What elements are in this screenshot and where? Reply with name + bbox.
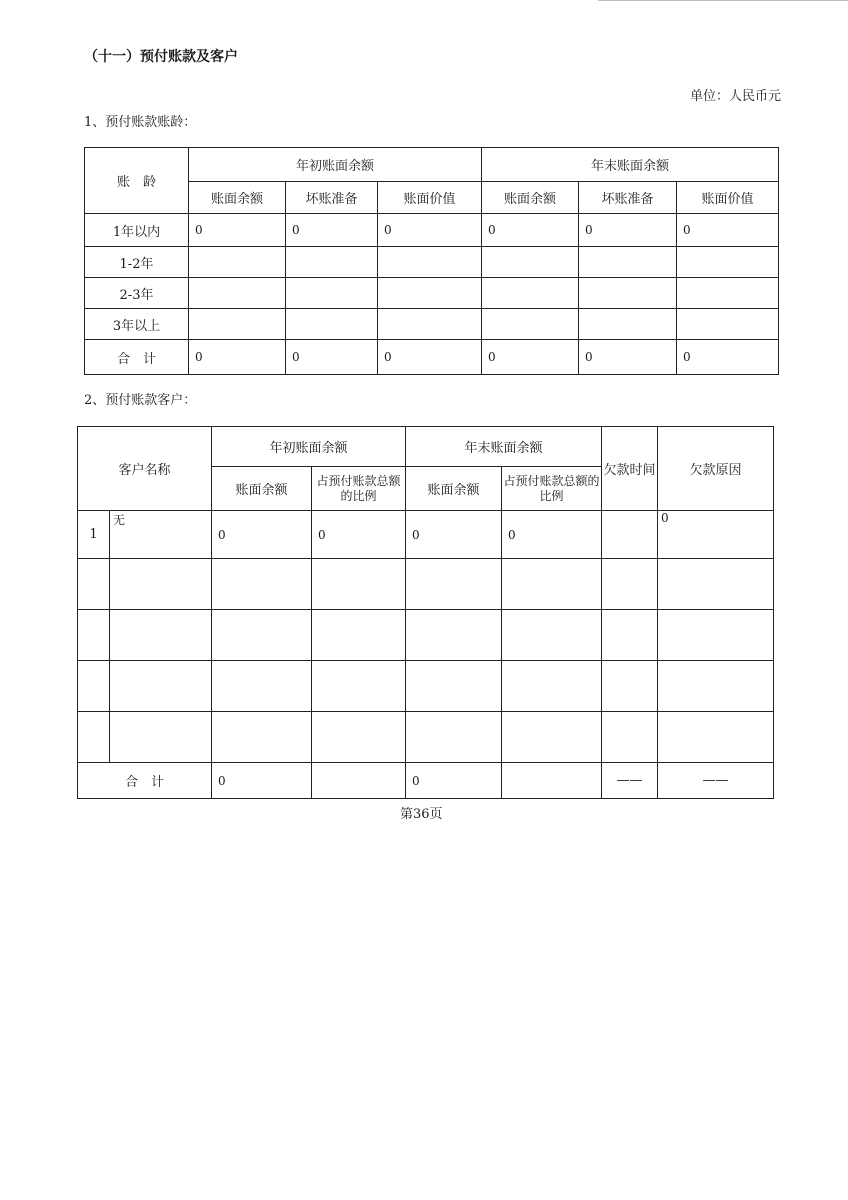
subheader: 账面余额 bbox=[406, 467, 502, 511]
subheader: 账面价值 bbox=[677, 182, 779, 214]
cell-value bbox=[677, 247, 779, 278]
header-owed-time: 欠款时间 bbox=[602, 427, 658, 511]
cell-value bbox=[189, 278, 286, 309]
cell-value bbox=[482, 247, 579, 278]
cell-value bbox=[212, 610, 312, 661]
subheader: 账面余额 bbox=[189, 182, 286, 214]
cell-value bbox=[189, 309, 286, 340]
row-label: 3年以上 bbox=[85, 309, 189, 340]
cell-value bbox=[286, 309, 378, 340]
cell-value bbox=[212, 661, 312, 712]
table2-caption: 2、预付账款客户： bbox=[84, 393, 197, 408]
cell-value bbox=[602, 712, 658, 763]
header-end-balance: 年末账面余额 bbox=[406, 427, 602, 467]
header-begin-balance: 年初账面余额 bbox=[189, 148, 482, 182]
customer-name bbox=[110, 712, 212, 763]
cell-value bbox=[482, 278, 579, 309]
subheader: 账面余额 bbox=[212, 467, 312, 511]
cell-value bbox=[378, 309, 482, 340]
cell-value bbox=[312, 559, 406, 610]
table-row bbox=[78, 712, 774, 763]
cell-value: 0 bbox=[482, 214, 579, 247]
cell-value bbox=[406, 661, 502, 712]
table-row bbox=[85, 309, 779, 340]
cell-value bbox=[312, 661, 406, 712]
subheader: 账面余额 bbox=[482, 182, 579, 214]
customer-name bbox=[110, 559, 212, 610]
cell-value: 0 bbox=[579, 340, 677, 375]
cell-value bbox=[378, 247, 482, 278]
cell-value bbox=[579, 309, 677, 340]
cell-value: 0 bbox=[579, 214, 677, 247]
cell-value: 0 bbox=[212, 511, 312, 559]
customer-name: 无 bbox=[110, 511, 212, 559]
cell-value: —— bbox=[602, 763, 658, 799]
cell-value bbox=[579, 247, 677, 278]
cell-value bbox=[677, 309, 779, 340]
cell-value bbox=[406, 610, 502, 661]
total-label: 合 计 bbox=[78, 763, 212, 799]
cell-value bbox=[502, 559, 602, 610]
row-label: 1-2年 bbox=[85, 247, 189, 278]
cell-value bbox=[602, 511, 658, 559]
cell-value bbox=[602, 610, 658, 661]
cell-value: 0 bbox=[658, 511, 774, 559]
header-end-balance: 年末账面余额 bbox=[482, 148, 779, 182]
cell-value bbox=[406, 712, 502, 763]
customer-name bbox=[110, 661, 212, 712]
row-index bbox=[78, 559, 110, 610]
cell-value: 0 bbox=[189, 340, 286, 375]
customer-table bbox=[77, 426, 774, 799]
table-row bbox=[85, 278, 779, 309]
cell-value bbox=[502, 712, 602, 763]
row-label: 合 计 bbox=[85, 340, 189, 375]
cell-value bbox=[312, 610, 406, 661]
subheader: 坏账准备 bbox=[579, 182, 677, 214]
cell-value: 0 bbox=[378, 214, 482, 247]
cell-value bbox=[502, 610, 602, 661]
section-title: （十一）预付账款及客户 bbox=[84, 49, 238, 65]
cell-value bbox=[378, 278, 482, 309]
cell-value: 0 bbox=[406, 511, 502, 559]
row-index bbox=[78, 712, 110, 763]
cell-value bbox=[212, 712, 312, 763]
cell-value: 0 bbox=[189, 214, 286, 247]
aging-table bbox=[84, 147, 779, 375]
customer-name bbox=[110, 610, 212, 661]
row-label: 1年以内 bbox=[85, 214, 189, 247]
table-row bbox=[78, 661, 774, 712]
cell-value: 0 bbox=[378, 340, 482, 375]
cell-value: 0 bbox=[406, 763, 502, 799]
cell-value bbox=[406, 559, 502, 610]
unit-label: 单位：人民币元 bbox=[690, 89, 782, 104]
cell-value bbox=[212, 559, 312, 610]
cell-value bbox=[502, 763, 602, 799]
table-row bbox=[85, 214, 779, 247]
table-row bbox=[85, 247, 779, 278]
cell-value bbox=[579, 278, 677, 309]
cell-value: 0 bbox=[286, 340, 378, 375]
cell-value bbox=[658, 661, 774, 712]
cell-value bbox=[658, 712, 774, 763]
table-row bbox=[78, 610, 774, 661]
cell-value: 0 bbox=[286, 214, 378, 247]
cell-value bbox=[312, 763, 406, 799]
cell-value: 0 bbox=[502, 511, 602, 559]
page-number: 第36页 bbox=[400, 807, 443, 822]
subheader: 坏账准备 bbox=[286, 182, 378, 214]
subheader: 占预付账款总额的比例 bbox=[502, 467, 602, 511]
cell-value: 0 bbox=[312, 511, 406, 559]
cell-value bbox=[677, 278, 779, 309]
header-begin-balance: 年初账面余额 bbox=[212, 427, 406, 467]
cell-value bbox=[189, 247, 286, 278]
header-age: 账 龄 bbox=[85, 148, 189, 214]
cell-value: 0 bbox=[482, 340, 579, 375]
row-index: 1 bbox=[78, 511, 110, 559]
subheader: 账面价值 bbox=[378, 182, 482, 214]
cell-value bbox=[602, 661, 658, 712]
row-index bbox=[78, 661, 110, 712]
cell-value: 0 bbox=[212, 763, 312, 799]
subheader: 占预付账款总额的比例 bbox=[312, 467, 406, 511]
table-row bbox=[78, 559, 774, 610]
table-row bbox=[78, 511, 774, 559]
row-index bbox=[78, 610, 110, 661]
scan-edge-line bbox=[598, 0, 848, 1]
table1-caption: 1、预付账款账龄： bbox=[84, 115, 197, 130]
cell-value bbox=[602, 559, 658, 610]
cell-value bbox=[312, 712, 406, 763]
header-owed-reason: 欠款原因 bbox=[658, 427, 774, 511]
cell-value bbox=[502, 661, 602, 712]
table-total-row bbox=[78, 763, 774, 799]
cell-value bbox=[286, 247, 378, 278]
cell-value bbox=[482, 309, 579, 340]
table-total-row bbox=[85, 340, 779, 375]
row-label: 2-3年 bbox=[85, 278, 189, 309]
cell-value bbox=[658, 559, 774, 610]
cell-value bbox=[286, 278, 378, 309]
cell-value bbox=[658, 610, 774, 661]
cell-value: 0 bbox=[677, 340, 779, 375]
header-customer-name: 客户名称 bbox=[78, 427, 212, 511]
cell-value: 0 bbox=[677, 214, 779, 247]
cell-value: —— bbox=[658, 763, 774, 799]
